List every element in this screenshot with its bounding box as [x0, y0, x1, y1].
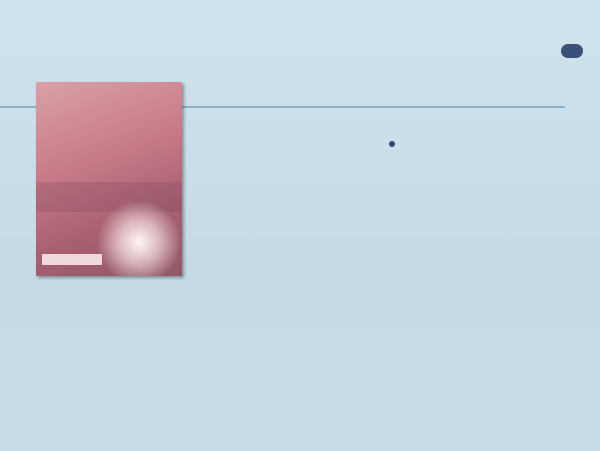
book-cover-image	[36, 82, 182, 276]
body-column-1	[36, 296, 186, 298]
cover-hand-glow	[94, 202, 182, 276]
cover-author	[42, 254, 102, 265]
end-mark-icon	[389, 141, 395, 147]
body-column-3	[385, 137, 555, 150]
page-number-badge	[561, 44, 583, 58]
section-label-vertical	[566, 0, 580, 130]
